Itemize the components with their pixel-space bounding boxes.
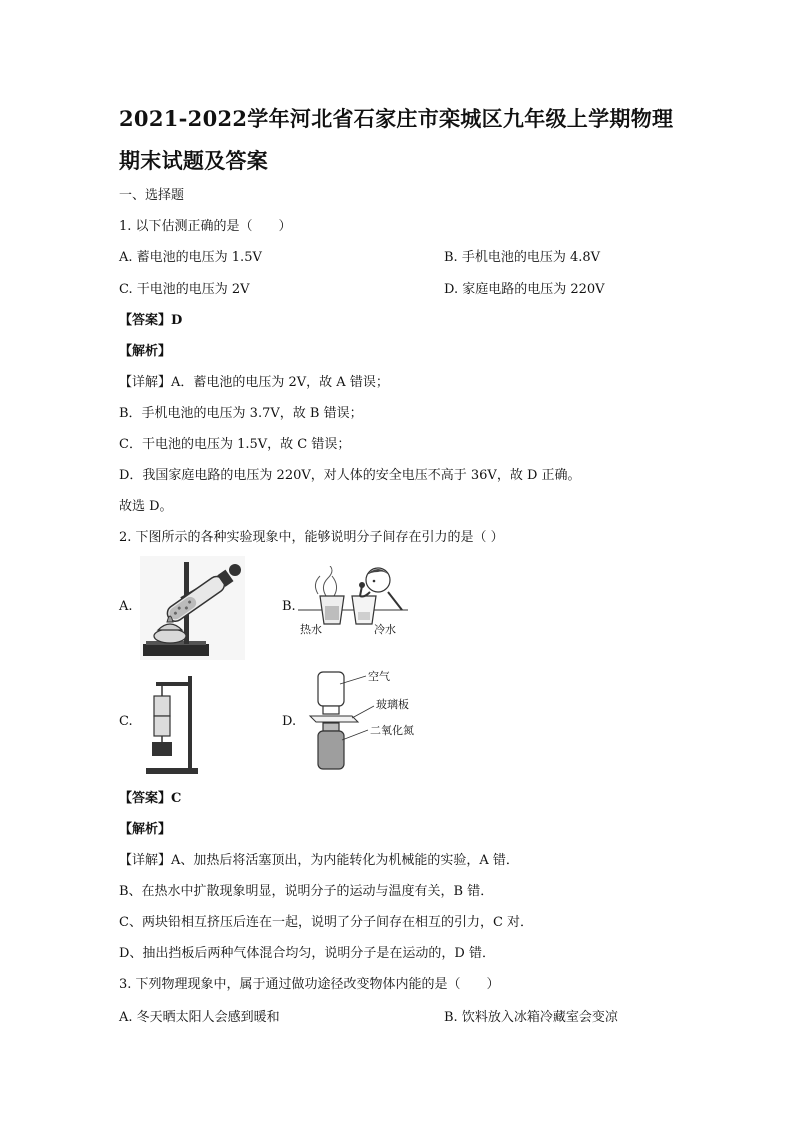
question-1-detail-line: C．干电池的电压为 1.5V，故 C 错误； <box>119 437 351 452</box>
figure-c-lead-blocks <box>144 672 204 776</box>
svg-text:冷水: 冷水 <box>374 623 396 636</box>
figure-b-diffusion-cups <box>298 566 408 636</box>
figure-d-gas-bottles <box>308 666 438 774</box>
question-1-answer: 【答案】D <box>119 313 183 328</box>
svg-text:热水: 热水 <box>300 623 322 636</box>
question-2-option-a-label: A. <box>119 599 133 614</box>
svg-text:空气: 空气 <box>368 670 390 683</box>
question-2-detail-line: D、抽出挡板后两种气体混合均匀，说明分子是在运动的，D 错． <box>119 946 495 961</box>
page-title: 2021-2022学年河北省石家庄市栾城区九年级上学期物理期末试题及答案 <box>119 106 674 173</box>
question-2-detail-line: 【详解】A、加热后将活塞顶出，为内能转化为机械能的实验，A 错． <box>119 853 519 868</box>
question-2-detail-line: C、两块铅相互挤压后连在一起，说明了分子间存在相互的引力，C 对． <box>119 915 534 930</box>
section-heading: 一、选择题 <box>119 188 185 203</box>
question-2-analysis-label: 【解析】 <box>119 822 172 837</box>
question-3-option-a: A. 冬天晒太阳人会感到暖和 <box>119 1010 280 1025</box>
question-2-detail-line: B、在热水中扩散现象明显，说明分子的运动与温度有关，B 错． <box>119 884 494 899</box>
question-1-stem: 1. 以下估测正确的是（ ） <box>119 219 292 234</box>
question-3-option-b: B. 饮料放入冰箱冷藏室会变凉 <box>444 1010 618 1025</box>
question-2-answer: 【答案】C <box>119 791 182 806</box>
svg-text:玻璃板: 玻璃板 <box>376 698 409 711</box>
question-1-option-c: C. 干电池的电压为 2V <box>119 282 250 297</box>
svg-text:二氧化氮: 二氧化氮 <box>370 724 414 737</box>
figure-a-heated-test-tube <box>140 556 245 660</box>
question-1-option-d: D. 家庭电路的电压为 220V <box>444 282 605 297</box>
question-1-detail-line: 故选 D。 <box>119 499 173 514</box>
question-1-detail-line: D．我国家庭电路的电压为 220V，对人体的安全电压不高于 36V，故 D 正确。 <box>119 468 581 483</box>
question-1-detail-line: B．手机电池的电压为 3.7V，故 B 错误； <box>119 406 363 421</box>
question-3-stem: 3. 下列物理现象中，属于通过做功途径改变物体内能的是（ ） <box>119 977 500 992</box>
question-2-option-d-label: D. <box>282 714 297 729</box>
question-2-option-b-label: B. <box>282 599 296 614</box>
question-1-analysis-label: 【解析】 <box>119 344 172 359</box>
question-1-option-a: A. 蓄电池的电压为 1.5V <box>119 250 262 265</box>
question-1-detail-line: 【详解】A．蓄电池的电压为 2V，故 A 错误； <box>119 375 389 390</box>
question-2-stem: 2. 下图所示的各种实验现象中，能够说明分子间存在引力的是（ ） <box>119 530 504 545</box>
question-1-option-b: B. 手机电池的电压为 4.8V <box>444 250 601 265</box>
question-2-option-c-label: C. <box>119 714 133 729</box>
